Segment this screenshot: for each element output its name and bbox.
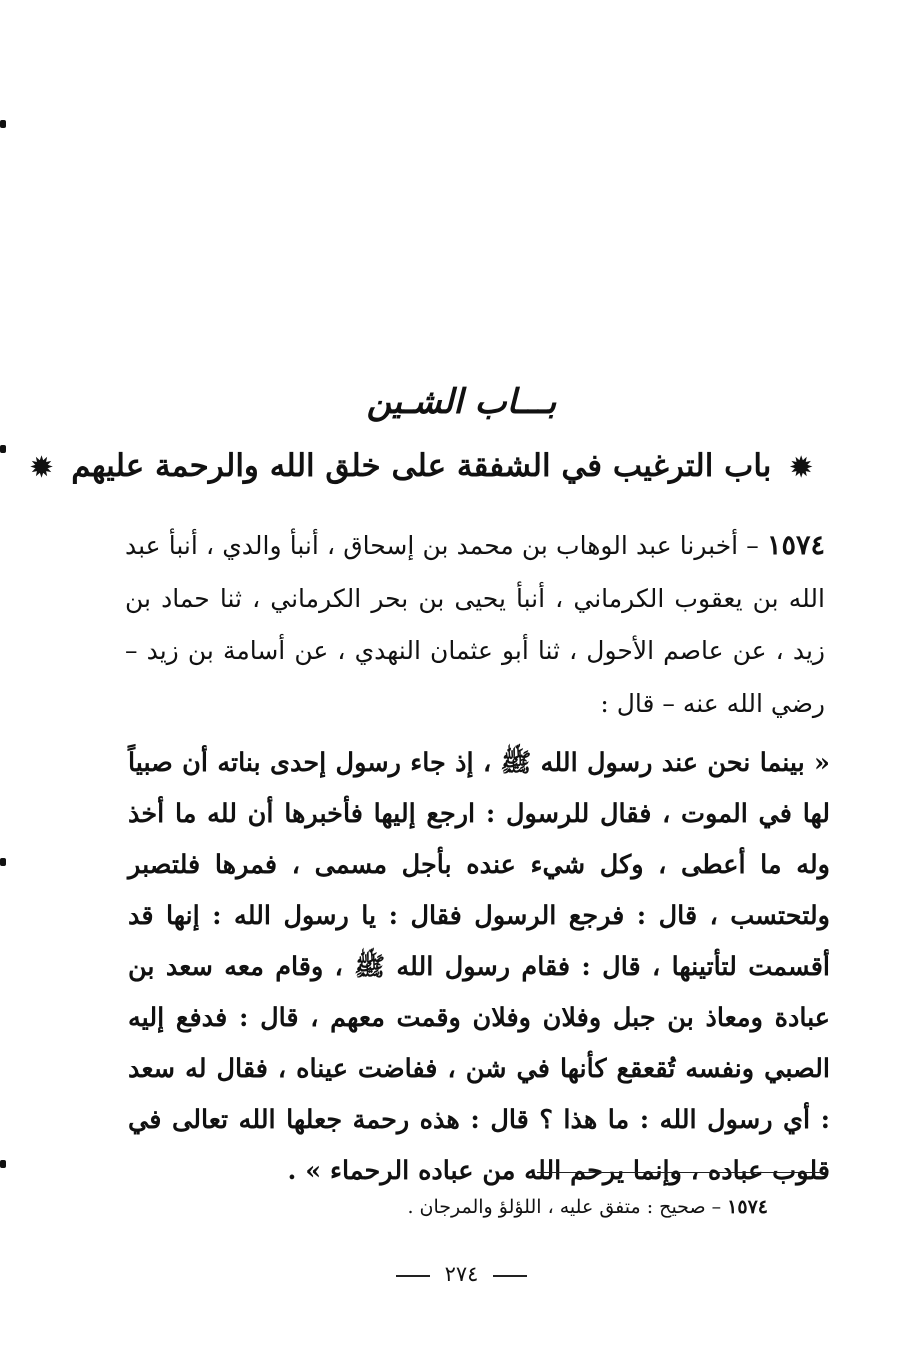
hadith-isnad [125,520,825,730]
scan-margin-mark [0,858,6,866]
footnote-divider [537,1172,827,1173]
footnote-number: ١٥٧٤ [727,1196,768,1218]
hadith-matn: « بينما نحن عند رسول الله ﷺ ، إذ جاء رسول إحدى بناته أن صبياً لها في الموت ، فقال للرسول : ارجع إليها فأخبرها أن لله ما أخذ وله ما أعطى ، وكل شيء عنده بأجل مسمى ، فمرها فلتصبر ولتحتسب ، قال : فرجع الرسول فقال : يا رسول الله : إنها قد أقسمت لتأتينها ، قال : فقام رسول الله ﷺ ، وقام معه سعد بن عبادة ومعاذ بن جبل وفلان وفلان وقمت معهم ، قال : فدفع إليه الصبي ونفسه تُقعقع كأنها في شن ، ففاضت عيناه ، فقال له سعد : أي رسول الله : ما هذا ؟ قال : هذه رحمة جعلها الله تعالى في قلوب عباده ، وإنما يرحم الله من عباده الرحماء » . [128,748,830,1186]
star-ornament-icon: ✹ [30,453,53,483]
page-number-dash [396,1275,430,1277]
scan-margin-mark [0,445,6,453]
chapter-title: بـــاب الشـين [366,382,557,422]
scan-margin-mark [0,1160,6,1168]
page-number [0,1262,923,1286]
footnote-text: – صحيح : متفق عليه ، اللؤلؤ والمرجان . [407,1196,722,1218]
star-ornament-icon: ✹ [790,453,812,483]
section-heading [30,448,820,484]
section-title: باب الترغيب في الشفقة على خلق الله والرحمة عليهم [71,448,772,484]
scan-margin-mark [0,120,6,128]
page-number-dash [493,1275,527,1277]
footnote [300,1196,768,1218]
hadith-number: ١٥٧٤ [767,530,826,561]
page-number-value: ٢٧٤ [444,1262,479,1286]
isnad-text: – أخبرنا عبد الوهاب بن محمد بن إسحاق ، أنبأ والدي ، أنبأ عبد الله بن يعقوب الكرماني ، أنبأ يحيى بن بحر الكرماني ، ثنا حماد بن زيد ، عن عاصم الأحول ، ثنا أبو عثمان النهدي ، عن أسامة بن زيد – رضي الله عنه – قال : [125,531,825,718]
